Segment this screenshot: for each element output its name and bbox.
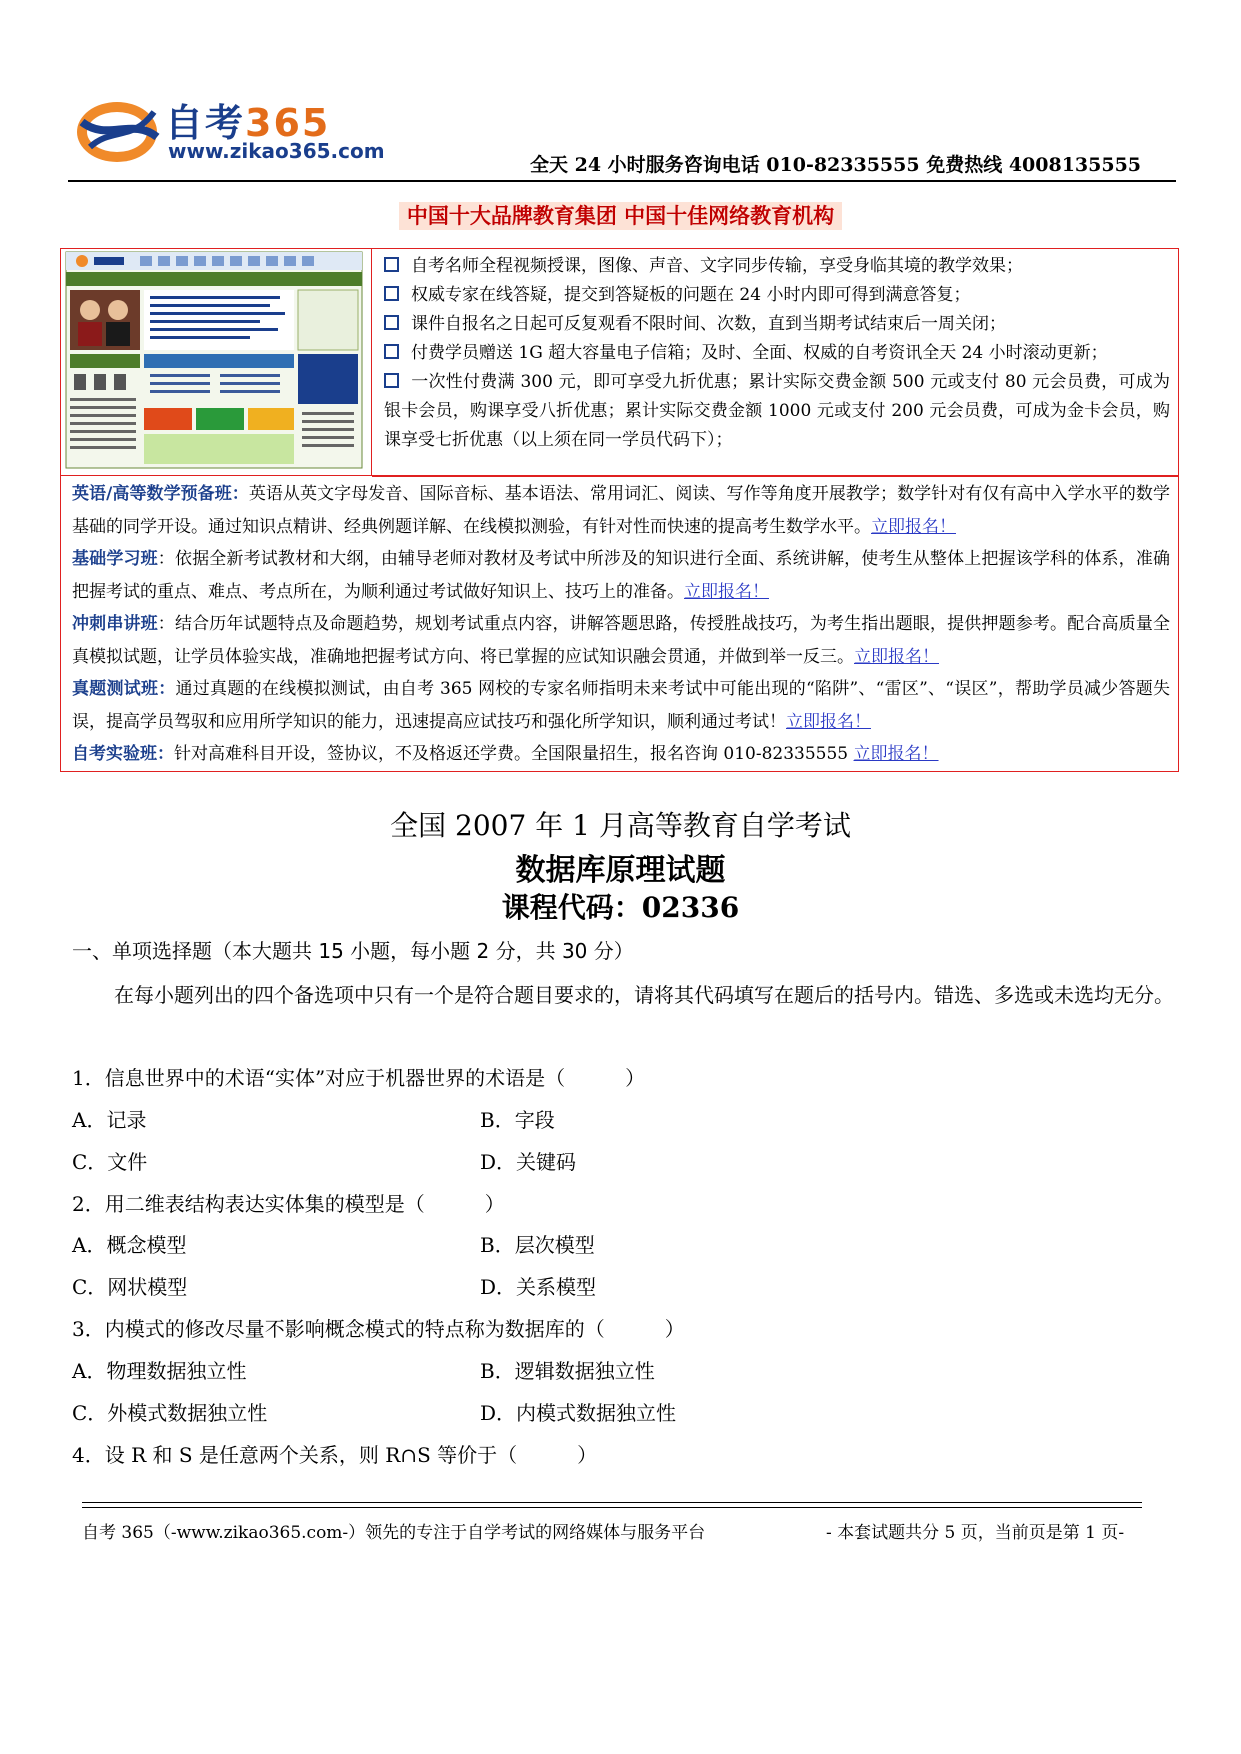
option-d: D．关键码 [480, 1150, 577, 1174]
checkbox-bullet-icon [384, 286, 399, 301]
checkbox-bullet-icon [384, 315, 399, 330]
feature-text: 自考名师全程视频授课，图像、声音、文字同步传输，享受身临其境的教学效果； [411, 256, 1023, 276]
feature-list [384, 252, 1170, 455]
class-item-foundation [72, 543, 1170, 608]
slogan-text: 中国十大品牌教育集团 中国十佳网络教育机构 [399, 202, 842, 230]
class-description: 通过真题的在线模拟测试，由自考 365 网校的专家名师指明未来考试中可能出现的“陷阱”、“雷区”、“误区”，帮助学员减少答题失误，提高学员驾驭和应用所学知识的能力，迅速提高应试技巧和强化所学知识，顺利通过考试！ [72, 679, 1171, 732]
option-d: D．关系模型 [480, 1275, 597, 1299]
class-description: ：依据全新考试教材和大纲，由辅导老师对教材及考试中所涉及的知识进行全面、系统讲解，使考生从整体上把握该学科的体系，准确把握考试的重点、难点、考点所在，为顺利通过考试做好知识上、技巧上的准备。 [72, 549, 1171, 602]
option-d: D．内模式数据独立性 [480, 1401, 677, 1425]
website-screenshot-image [60, 248, 368, 472]
signup-link[interactable]: 立即报名！ [853, 744, 939, 764]
promo-divider [372, 475, 1179, 477]
question-stem: 3．内模式的修改尽量不影响概念模式的特点称为数据库的（ ） [72, 1317, 685, 1341]
feature-text: 付费学员赠送 1G 超大容量电子信箱；及时、全面、权威的自考资讯全天 24 小时滚动更新； [411, 343, 1108, 363]
footer-site-info: 自考 365（-www.zikao365.com-）领先的专注于自学考试的网络媒体与服务平台 [82, 1523, 706, 1543]
signup-link[interactable]: 立即报名！ [786, 711, 871, 732]
class-item-sprint [72, 608, 1170, 673]
website-screenshot-thumbnail[interactable] [60, 248, 372, 476]
checkbox-bullet-icon [384, 257, 399, 272]
option-c: C．文件 [72, 1150, 148, 1174]
class-item-english-math [72, 478, 1170, 543]
option-a: A．概念模型 [72, 1233, 187, 1257]
class-name: 基础学习班 [72, 549, 158, 569]
feature-item [384, 281, 1170, 310]
question-stem: 2．用二维表结构表达实体集的模型是（ ） [72, 1192, 505, 1216]
exam-subject-title: 数据库原理试题 [515, 853, 726, 888]
logo-name-number: 365 [245, 101, 331, 145]
class-list [72, 478, 1170, 771]
option-a: A．物理数据独立性 [72, 1359, 247, 1383]
feature-item [384, 252, 1170, 281]
signup-link[interactable]: 立即报名！ [684, 581, 769, 602]
option-c: C．网状模型 [72, 1275, 188, 1299]
class-name: 英语/高等数学预备班： [72, 484, 249, 504]
option-a: A．记录 [72, 1108, 147, 1132]
class-name: 冲刺串讲班 [72, 614, 158, 634]
section-heading: 一、单项选择题（本大题共 15 小题，每小题 2 分，共 30 分） [72, 939, 634, 963]
feature-item [384, 368, 1170, 455]
logo-name-prefix: 自考 [165, 101, 246, 145]
course-code: 课程代码：02336 [501, 891, 740, 924]
option-b: B．字段 [480, 1108, 555, 1132]
class-item-experimental [72, 738, 1170, 771]
feature-item [384, 310, 1170, 339]
feature-item [384, 339, 1170, 368]
option-c: C．外模式数据独立性 [72, 1401, 268, 1425]
signup-link[interactable]: 立即报名！ [854, 646, 939, 667]
question-stem: 1．信息世界中的术语“实体”对应于机器世界的术语是（ ） [72, 1066, 646, 1090]
class-item-real-exam [72, 673, 1170, 738]
feature-text: 权威专家在线答疑，提交到答疑板的问题在 24 小时内即可得到满意答复； [411, 285, 971, 305]
class-description: 针对高难科目开设，签协议，不及格返还学费。全国限量招生，报名咨询 010-82335555 [174, 744, 854, 764]
question-stem: 4．设 R 和 S 是任意两个关系，则 R∩S 等价于（ ） [72, 1443, 598, 1467]
class-description: ：结合历年试题特点及命题趋势，规划考试重点内容，讲解答题思路，传授胜战技巧，为考生指出题眼，提供押题参考。配合高质量全真模拟试题，让学员体验实战，准确地把握考试方向、将已掌握的应试知识融会贯通，并做到举一反三。 [72, 614, 1171, 667]
class-name: 自考实验班： [72, 744, 174, 764]
hotline-text: 全天 24 小时服务咨询电话 010-82335555 免费热线 4008135555 [530, 154, 1142, 176]
class-description: 英语从英文字母发音、国际音标、基本语法、常用词汇、阅读、写作等角度开展教学；数学针对有仅有高中入学水平的数学基础的同学开设。通过知识点精讲、经典例题详解、在线模拟测验，有针对性而快速的提高考生数学水平。 [72, 484, 1170, 537]
option-b: B．层次模型 [480, 1233, 595, 1257]
feature-text: 一次性付费满 300 元，即可享受九折优惠；累计实际交费金额 500 元或支付 80 元会员费，可成为银卡会员，购课享受八折优惠；累计实际交费金额 1000 元或支付 200 元会员费，可成为金卡会员，购课享受七折优惠（以上须在同一学员代码下）； [384, 372, 1170, 450]
checkbox-bullet-icon [384, 373, 399, 388]
zikao365-logo-icon [72, 92, 162, 164]
logo-url[interactable]: www.zikao365.com [168, 139, 385, 163]
footer-page-info: - 本套试题共分 5 页，当前页是第 1 页- [826, 1523, 1125, 1543]
slogan-banner [0, 200, 1241, 230]
checkbox-bullet-icon [384, 344, 399, 359]
header-divider [68, 180, 1176, 182]
signup-link[interactable]: 立即报名！ [871, 516, 956, 537]
class-name: 真题测试班： [72, 679, 176, 699]
feature-text: 课件自报名之日起可反复观看不限时间、次数，直到当期考试结束后一周关闭； [411, 314, 1006, 334]
section-instructions: 在每小题列出的四个备选项中只有一个是符合题目要求的，请将其代码填写在题后的括号内。错选、多选或未选均无分。 [114, 983, 1174, 1007]
footer-divider [82, 1502, 1142, 1508]
exam-session-title: 全国 2007 年 1 月高等教育自学考试 [390, 809, 851, 842]
option-b: B．逻辑数据独立性 [480, 1359, 655, 1383]
